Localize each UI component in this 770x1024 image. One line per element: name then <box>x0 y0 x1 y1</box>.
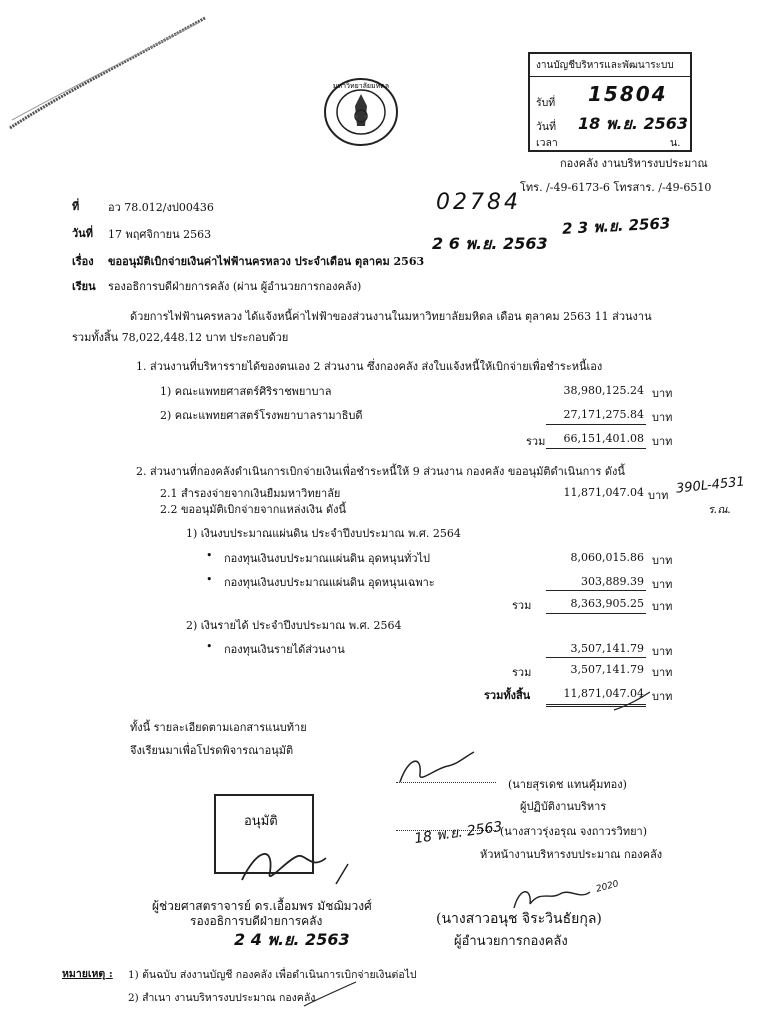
stamp-org: งานบัญชีบริหารและพัฒนาระบบ <box>536 60 674 71</box>
stamp-time-unit: น. <box>670 137 681 149</box>
sub1-item-2-label: กองทุนเงินงบประมาณแผ่นดิน อุดหนุนเฉพาะ <box>224 576 435 589</box>
signer-1-name: (นายสุรเดช แทนคุ้มทอง) <box>508 778 627 791</box>
date-label: วันที่ <box>72 227 93 240</box>
signature-3 <box>236 830 356 890</box>
sec1-total-label: รวม <box>526 435 546 448</box>
sec2-2-label: 2.2 ขออนุมัติเบิกจ่ายจากแหล่งเงิน ดังนี้ <box>160 503 347 516</box>
stamp-date-label: วันที่ <box>536 121 556 133</box>
received-stamp <box>528 52 692 152</box>
sub1-title: 1) เงินงบประมาณแผ่นดิน ประจำปีงบประมาณ พ.ศ. 2564 <box>186 527 461 540</box>
grand-total-label: รวมทั้งสิ้น <box>484 689 531 702</box>
to-label: เรียน <box>72 280 96 293</box>
signer-1-title: ผู้ปฏิบัติงานบริหาร <box>520 800 607 813</box>
signer-2-name: (นางสาวรุ่งอรุณ จงถาวรวิทยา) <box>500 825 648 838</box>
sub1-total-label: รวม <box>512 599 532 612</box>
sub1-bullet-1: • <box>206 549 213 562</box>
note-1: 1) ต้นฉบับ ส่งงานบัญชี กองคลัง เพื่อดำเนินการเบิกจ่ายเงินต่อไป <box>128 969 417 981</box>
section-1-title: 1. ส่วนงานที่บริหารรายได้ของตนเอง 2 ส่วนงาน ซึ่งกองคลัง ส่งใบแจ้งหนี้ให้เบิกจ่ายเพื่อชำระหนี้เอง <box>136 360 603 373</box>
sub2-title: 2) เงินรายได้ ประจำปีงบประมาณ พ.ศ. 2564 <box>186 619 402 632</box>
signer-2-title: หัวหน้างานบริหารงบประมาณ กองคลัง <box>480 848 663 861</box>
stamp-date: 18 พ.ย. 2563 <box>578 114 689 133</box>
university-seal-logo <box>322 76 400 148</box>
sub1-item-2-unit: บาท <box>652 578 673 591</box>
subject-value: ขออนุมัติเบิกจ่ายเงินค่าไฟฟ้านครหลวง ประจำเดือน ตุลาคม 2563 <box>108 255 425 268</box>
signer-4-title: ผู้อำนวยการกองคลัง <box>454 934 568 949</box>
sec1-item-2-unit: บาท <box>652 411 673 424</box>
sec1-total-unit: บาท <box>652 435 673 448</box>
approve-date: 2 4 พ.ย. 2563 <box>234 930 350 949</box>
sec1-item-2-amount: 27,171,275.84 <box>563 408 644 421</box>
doc-number-handwritten: 02784 <box>436 190 521 215</box>
sec1-item-1-amount: 38,980,125.24 <box>563 384 644 397</box>
approve-stamp-text: อนุมัติ <box>244 814 278 829</box>
grand-total-amount: 11,871,047.04 <box>563 687 644 700</box>
signer-3-name: ผู้ช่วยศาสตราจารย์ ดร.เอื้อมพร มัชฌิมวงศ์ <box>152 899 372 913</box>
sender-contact: โทร. /-49-6173-6 โทรสาร. /-49-6510 <box>520 181 712 194</box>
note-2: 2) สำเนา งานบริหารงบประมาณ กองคลัง <box>128 992 316 1004</box>
scan-artifact <box>0 0 220 140</box>
svg-text:มหาวิทยาลัยมหิดล: มหาวิทยาลัยมหิดล <box>332 82 390 90</box>
sec1-total-amount: 66,151,401.08 <box>563 432 644 445</box>
sub2-item-1-label: กองทุนเงินรายได้ส่วนงาน <box>224 643 345 656</box>
date-stamp-2: 2 3 พ.ย. 2563 <box>561 214 671 238</box>
sender-dept: กองคลัง งานบริหารงบประมาณ <box>560 157 708 170</box>
sub1-item-2-amount: 303,889.39 <box>581 575 644 588</box>
closing-line-1: ทั้งนี้ รายละเอียดตามเอกสารแนบท้าย <box>130 721 307 734</box>
director-sign-date: 2020 <box>595 879 620 895</box>
sub1-item-1-amount: 8,060,015.86 <box>570 551 644 564</box>
grand-total-unit: บาท <box>652 690 673 703</box>
sec1-item-1-label: 1) คณะแพทยศาสตร์ศิริราชพยาบาล <box>160 385 332 398</box>
sub1-total-unit: บาท <box>652 600 673 613</box>
sub1-bullet-2: • <box>206 573 213 586</box>
sub1-total-amount: 8,363,905.25 <box>570 597 644 610</box>
sub2-total-amount: 3,507,141.79 <box>570 663 644 676</box>
sub1-item-1-label: กองทุนเงินงบประมาณแผ่นดิน อุดหนุนทั่วไป <box>224 552 431 565</box>
subject-label: เรื่อง <box>72 255 94 268</box>
sub2-total-label: รวม <box>512 666 532 679</box>
sub1-item-1-unit: บาท <box>652 554 673 567</box>
signer-4-name: (นางสาวอนุช จิระวินธัยกุล) <box>436 911 602 927</box>
stamp-rec-no: 15804 <box>588 82 668 106</box>
date-value: 17 พฤศจิกายน 2563 <box>108 228 212 241</box>
notes-label: หมายเหตุ : <box>62 968 113 980</box>
sec2-1-unit: บาท <box>648 489 669 502</box>
margin-note-initials: ร.ณ. <box>708 503 732 516</box>
sub2-item-1-unit: บาท <box>652 645 673 658</box>
to-value: รองอธิการบดีฝ่ายการคลัง (ผ่าน ผู้อำนวยการกองคลัง) <box>108 280 362 293</box>
sec1-item-2-label: 2) คณะแพทยศาสตร์โรงพยาบาลรามาธิบดี <box>160 409 363 422</box>
intro-line-1: ด้วยการไฟฟ้านครหลวง ได้แจ้งหนี้ค่าไฟฟ้าของส่วนงานในมหาวิทยาลัยมหิดล เดือน ตุลาคม 2563 11 ส่วนงาน <box>130 310 652 323</box>
sec1-item-1-unit: บาท <box>652 387 673 400</box>
sec2-1-label: 2.1 สำรองจ่ายจากเงินยืมมหาวิทยาลัย <box>160 487 341 500</box>
no-label: ที่ <box>72 200 80 213</box>
sub2-total-unit: บาท <box>652 666 673 679</box>
stamp-rec-label: รับที่ <box>536 97 556 109</box>
stamp-time-label: เวลา <box>536 137 558 149</box>
closing-line-2: จึงเรียนมาเพื่อโปรดพิจารณาอนุมัติ <box>130 744 294 757</box>
date-stamp-1: 2 6 พ.ย. 2563 <box>432 234 548 253</box>
intro-line-2: รวมทั้งสิ้น 78,022,448.12 บาท ประกอบด้วย <box>72 331 289 344</box>
signer-3-title: รองอธิการบดีฝ่ายการคลัง <box>190 914 323 928</box>
sub2-bullet-1: • <box>206 640 213 653</box>
section-2-title: 2. ส่วนงานที่กองคลังดำเนินการเบิกจ่ายเงินเพื่อชำระหนี้ให้ 9 ส่วนงาน กองคลัง ขออนุมัติดำเนินการ ดังนี้ <box>136 465 625 478</box>
sec2-1-amount: 11,871,047.04 <box>563 486 644 499</box>
no-value: อว 78.012/งป00436 <box>108 201 214 214</box>
note-2-underline-stroke <box>300 980 360 1010</box>
signer-2-date: 18 พ.ย. 2563 <box>413 818 504 848</box>
margin-note-handwritten: 390L-4531 <box>675 474 746 497</box>
check-mark <box>612 690 652 714</box>
sub2-item-1-amount: 3,507,141.79 <box>570 642 644 655</box>
